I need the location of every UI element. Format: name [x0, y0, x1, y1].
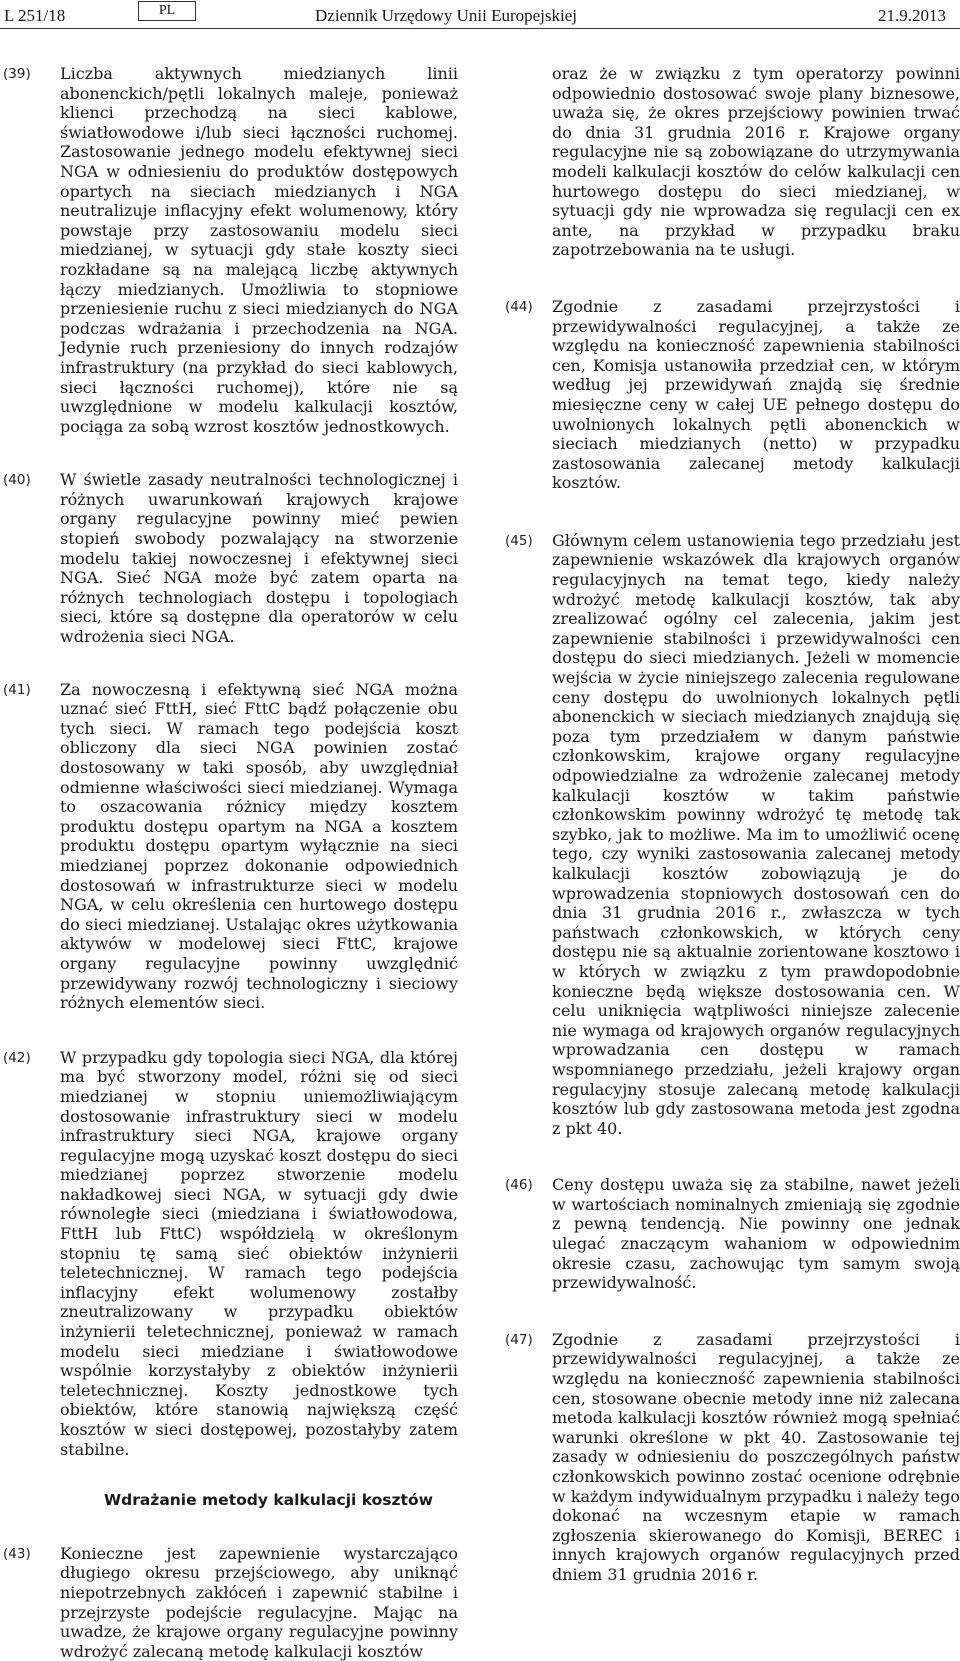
- recital-number: (44): [505, 298, 533, 315]
- recital-text: Ceny dostępu uważa się za stabilne, nawet jeżeli w wartościach nominalnych zmieniają się zgodnie z pewną tendencją. Nie powinny one jednak ulegać znaczącym wahaniom w odpowiednim okresie czasu, zachowując tym samym swoją przewidywalność.: [552, 1175, 960, 1293]
- recital-47: [502, 1330, 960, 1585]
- header-rule: [0, 28, 960, 29]
- recital-41: [0, 680, 458, 1013]
- recital-42: [0, 1048, 458, 1459]
- recital-number: (46): [505, 1177, 533, 1194]
- page-reference: L 251/18: [4, 6, 66, 25]
- recital-text: Zgodnie z zasadami przejrzystości i przewidywalności regulacyjnej, a także ze względu na konieczność zapewnienia stabilności cen, Komisja ustanowiła przedział cen, w którym według jej przewidywań znajdą się średnie miesięczne ceny w całej UE pełnego dostępu do uwolnionych lokalnych pętli abonenckich w sieciach miedzianych (netto) w przypadku zastosowania zalecanej metody kalkulacji kosztów.: [552, 296, 960, 493]
- recital-number: (43): [3, 1545, 31, 1562]
- recital-number: (42): [3, 1049, 31, 1066]
- recital-39: [0, 64, 458, 436]
- recital-45: [502, 531, 960, 1138]
- section-heading: Wdrażanie metody kalkulacji kosztów: [104, 1491, 433, 1510]
- recital-number: (41): [3, 681, 31, 698]
- recital-43: [0, 1544, 458, 1661]
- language-code-box: PL: [138, 1, 196, 21]
- recital-number: (45): [505, 532, 533, 549]
- recital-number: (39): [3, 66, 31, 82]
- recital-number: (47): [505, 1331, 533, 1348]
- recital-text: Konieczne jest zapewnienie wystarczająco długiego okresu przejściowego, aby uniknąć niepotrzebnych zakłóceń i zapewnić stabilne i przejrzyste podejście regulacyjne. Mając na uwadze, że krajowe organy regulacyjne powinny wdrożyć zalecaną metodę kalkulacji kosztów: [60, 1543, 458, 1661]
- recital-46: [502, 1175, 960, 1293]
- recital-text: W przypadku gdy topologia sieci NGA, dla której ma być stworzony model, różni się od sieci miedzianej w stopniu uniemożliwiającym dostosowanie infrastruktury sieci w modelu infrastruktury sieci NGA, krajowe organy regulacyjne mogą uzyskać koszt dostępu do sieci miedzianej poprzez stworzenie modelu nakładkowej sieci NGA, w sytuacji gdy dwie równoległe sieci (miedziana i światłowodowa, FttH lub FttC) współdzielą w określonym stopniu tę samą sieć obiektów inżynierii teletechnicznej. W ramach tego podejścia inflacyjny efekt wolumenowy zostałby zneutralizowany w przypadku obiektów inżynierii teletechnicznej, ponieważ w ramach modelu sieci miedziane i światłowodowe wspólnie korzystałyby z obiektów inżynierii teletechnicznej. Koszty jednostkowe tych obiektów, które stanowią największą część kosztów w sieci dostępowej, pozostałyby zatem stabilne.: [60, 1047, 459, 1459]
- recital-text: W świetle zasady neutralności technologicznej i różnych uwarunkowań krajowych krajowe organy regulacyjne powinny mieć pewien stopień swobody pozwalający na stworzenie modelu takiej nowoczesnej i efektywnej sieci NGA. Sieć NGA może być zatem oparta na różnych technologiach dostępu i topologiach sieci, które są dostępne dla operatorów w celu wdrożenia sieci NGA.: [60, 470, 458, 647]
- recital-text: Głównym celem ustanowienia tego przedziału jest zapewnienie wskazówek dla krajowych organów regulacyjnych na temat tego, kiedy należy wdrożyć metodę kalkulacji kosztów, tak aby zrealizować ogólny cel zalecenia, jakim jest zapewnienie stabilności i przewidywalności cen dostępu do sieci miedzianych. Jeżeli w momencie wejścia w życie niniejszego zalecenia regulowane ceny dostępu do uwolnionych lokalnych pętli abonenckich w sieciach miedzianych znajdują się poza tym przedziałem w danym państwie członkowskim, krajowe organy regulacyjne odpowiedzialne za wdrożenie zalecanej metody kalkulacji kosztów w takim państwie członkowskim powinny wdrożyć tę metodę tak szybko, jak to możliwe. Ma im to umożliwić ocenę tego, czy wyniki zastosowania zalecanej metody kalkulacji kosztów zobowiązują je do wprowadzenia stopniowych dostosowań cen do dnia 31 grudnia 2016 r., zwłaszcza w tych państwach członkowskich, w których ceny dostępu nie są aktualnie zorientowane kosztowo i w których w związku z tym prawdopodobnie konieczne będą większe dostosowania cen. W celu uniknięcia wątpliwości niniejsze zalecenie nie wymaga od krajowych organów regulacyjnych wprowadzania cen dostępu w ramach wspomnianego przedziału, jeżeli krajowy organ regulacyjny stosuje zalecaną metodę kalkulacji kosztów lub gdy zastosowana metoda jest zgodna z pkt 40.: [552, 530, 960, 1138]
- recital-text: Za nowoczesną i efektywną sieć NGA można uznać sieć FttH, sieć FttC bądź połączenie obu tych sieci. W ramach tego podejścia koszt obliczony dla sieci NGA powinien zostać dostosowany w taki sposób, aby uwzględniał odmienne właściwości sieci miedzianej. Wymaga to oszacowania różnicy między kosztem produktu dostępu opartym na NGA a kosztem produktu dostępu opartym wyłącznie na sieci miedzianej poprzez dokonanie odpowiednich dostosowań w infrastrukturze sieci w modelu NGA, w celu określenia cen hurtowego dostępu do sieci miedzianej. Ustalając okres użytkowania aktywów w modelowej sieci FttC, krajowe organy regulacyjne powinny uwzględnić przewidywany rozwój technologiczny i sieciowy różnych elementów sieci.: [60, 679, 458, 1013]
- recital-40: [0, 470, 458, 646]
- journal-header: [0, 0, 960, 30]
- recital-text: Zgodnie z zasadami przejrzystości i przewidywalności regulacyjnej, a także ze względu na konieczność zapewnienia stabilności cen, stosowane obecnie metody inne niż zalecana metoda kalkulacji kosztów również mogą spełniać warunki określone w pkt 40. Zastosowanie tej zasady w odniesieniu do poszczególnych państw członkowskich powinno zostać ocenione odrębnie w każdym indywidualnym przypadku i należy tego dokonać na wczesnym etapie w ramach zgłoszenia skierowanego do Komisji, BEREC i innych krajowych organów regulacyjnych przed dniem 31 grudnia 2016 r.: [552, 1329, 960, 1584]
- recital-number: (40): [3, 472, 31, 489]
- publication-date: 21.9.2013: [878, 6, 946, 25]
- left-column: [0, 64, 458, 1661]
- recital-text: Liczba aktywnych miedzianych linii abonenckich/pętli lokalnych maleje, ponieważ klienci przechodzą na sieci kablowe, światłowodowe i/lub sieci łączności ruchomej. Zastosowanie jednego modelu efektywnej sieci NGA w odniesieniu do produktów dostępowych opartych na sieciach miedzianych i NGA neutralizuje inflacyjny efekt wolumenowy, który powstaje przy zastosowaniu modelu sieci miedzianej, w sytuacji gdy stałe koszty sieci rozkładane są na malejącą liczbę aktywnych łączy miedzianych. Umożliwia to stopniowe przeniesienie ruchu z sieci miedzianych do NGA podczas wdrażania i przechodzenia na NGA. Jedynie ruch przeniesiony do innych rodzajów infrastruktury (na przykład do sieci kablowych, sieci łączności ruchomej), które nie są uwzględnione w modelu kalkulacji kosztów, pociąga za sobą wzrost kosztów jednostkowych.: [60, 64, 458, 436]
- right-column: [502, 64, 960, 1585]
- recital-44: [502, 297, 960, 493]
- recital-43-continued: oraz że w związku z tym operatorzy powinni odpowiednio dostosować swoje plany biznesowe, uważa się, że okres przejściowy powinien trwać do dnia 31 grudnia 2016 r. Krajowe organy regulacyjne nie są zobowiązane do utrzymywania modeli kalkulacji kosztów do celów kalkulacji cen hurtowego dostępu do sieci miedzianej, w sytuacji gdy nie wprowadza się regulacji cen ex ante, na przykład w przypadku braku zapotrzebowania na te usługi.: [552, 64, 960, 260]
- journal-title: Dziennik Urzędowy Unii Europejskiej: [315, 6, 578, 25]
